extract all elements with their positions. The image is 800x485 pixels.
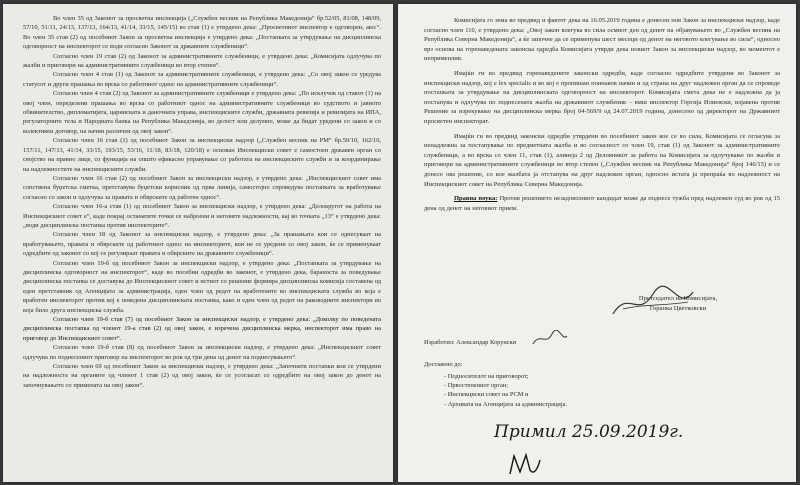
handwritten-initials [504, 450, 544, 480]
right-page-body [424, 16, 780, 213]
left-page-body [23, 14, 381, 390]
paragraph: Во член 35 од Законот за просветна инспекција („Службен весник на Република Македонија“ бр.52/05, 81/08, 148/09, 57/10, 51/11, 24/13, 137/13, 164/13, 41/14, 33/15, 145/15) во став (1) е утврдено дека: „Просветниот инспектор е одговорен, ако:“. Во член 35 став (2) од посебниот Закон за просветна инспекција е утврдено дека: „Постапката за утврдување на дисциплинска одговорност на инспекторот се води согласно Законот за државните службеници“. [23, 15, 381, 51]
president-name: Горанка Цветковски [649, 304, 707, 312]
legal-remedy-label: Правна поука: [454, 195, 498, 203]
legal-remedy [424, 194, 780, 213]
delivered-to-list [444, 372, 567, 409]
prepared-by: Изработил: Александар Корунски [424, 339, 517, 346]
document-page-right [398, 4, 796, 482]
president-title: Претседател на Комисијата, [638, 295, 718, 302]
paragraph: Согласно член 16-а став (1) од посебниот Закон за инспекциски надзор, е утврдено дека: „Делокругот на работа на Инспекцискиот совет е“, каде покрај останатите точки се наброени и неговите надлежности, кај во точката „13“ е утврдено дека: „води дисциплинска постапка против инспекторите“. [23, 203, 381, 229]
delivered-to-label: Доставено до: [424, 361, 463, 368]
paragraph: Комисијата го зема во предвид и фактот дека на 16.05.2019 година е донесен нов Закон за инспекциски надзор, каде согласно член 110, е утврдено дека: „Овој закон влегува во сила осмиот ден од денот на објавувањето во „Службен весник на Република Северна Македонија“, а ќе започне да се применува шест месеци од денот на неговото влегување во сила“, односно врз основа на горенаведената законска одредба Комисијата утврди дека новиот Закон за инспекциски надзор, во моментот е неприменлив. [424, 17, 780, 63]
list-item: - Архивата на Агенцијата за администрација. [444, 400, 568, 408]
president-signature-scribble [608, 284, 698, 324]
paragraph: Согласно член 16 став (2) од посебниот Закон за инспекциски надзор, е утврдено дека: „Инспекцискиот совет има сопствена буџетска сметка, претставува буџетски корисник од прва линија, самостојно спроведува постапката за вработување согласно со закон и одлучува за правата и обврските од работен однос“. [23, 174, 381, 201]
paragraph: Согласно член 69 од посебниот Закон за инспекциски надзор, е утврдено дека: „Започнати постапки кои се утврдени на надлежноста на органите од членот 1 став (2) од овој закон, ќе се усогласат со одредбите на овој закон до денот на започнувањето со примената на овој закон“. [23, 363, 381, 389]
document-page-left [3, 4, 393, 482]
paragraph: Имајќи ги во предвид горенаведените законски одредби, каде согласно одредбите утврдени во Законот за инспекциски надзор, кој е lex specialis и во кој е пропишан поинаков начин и од страна на друг надлежен орган да се спроведе постапката за утврдување на дисциплинската одговорност на инспекторот. Комисијата смета дека не е надлежна да ја постапува и одлучува по поднесената жалба на државниот службеник – вмш инспектор Горгија Илиевски, изјавена против Решение за изрекување на дисциплинска мерка број 04-569/9 од 24.07.2019 година, донесено од директорот на Државниот просветен инспекторат. [424, 69, 780, 125]
legal-remedy-text: Против решението незадоволниот кандидат може да поднесе тужба пред надлежен суд во рок од 15 дена од денот на неговиот прием. [424, 195, 781, 212]
paragraph: Согласно член 19 став (2) од Законот за административните службеници, е утврдено дека: „Комисијата одлучува по жалби и приговори на административните службеници во втор степен“. [23, 52, 381, 70]
paragraph: Согласно член 16 став (1) од посебниот Закон за инспекциски надзор („Службен весник на РМ“ бр.50/10, 162/10, 157/11, 147/13, 41/14, 33/15, 193/15, 53/16, 11/18, 83/18, 120/18) е основан Инспекциски совет е самостоен државен орган со својство на правно лице, со функција на општо ефикасно управување со работата на инспекциските служби и за координирање на надлежностите на инспекциските служби. [23, 137, 381, 173]
paragraph: Согласно член 18 од Законот за инспекциски надзор, е утврдено дека: „За прашањата кои се однесуваат на вработувањето, правата и обврските од работниот однос на инспекторите, кои не се уредени со овој закон, ќе се применуваат одредбите од законот со кој се регулираат правата и обврските на државните службеници“. [23, 231, 381, 258]
paragraph: Согласно член 4 став (1) од Законот за административните службеници, е утврдено дека: „Со овој закон се уредува статусот и други прашања во врска со работниот однос на административните службеници“. [23, 71, 381, 88]
list-item: - Првостепениот орган; [444, 382, 508, 390]
paragraph: Имајќи ги во предвид законски одредби утврдени во посебниот закон кое се во сила, Комисијата се огласува за ненадлежна за постапување по предметната жалба и во согласност со член 19, став (1) од Законот за административните службеници, а во врска со член 11, став (1), алинеја 2 од Деловникот за работа на Комисијата за одлучување по жалби и приговори на административните службеници во втор степен („Службен весник на Република Македонија“ број 146/15) и се донесе ова решение, со кое жалбата ја отстапува на друг надлежен орган, односно истата ја препраќа во надлежност на Инспекцискиот совет на Република Северна Македонија. [424, 132, 780, 188]
paragraph: Согласно член 19-б став (7) од посебниот Закон за инспекциски надзор, е утврдено дека: „Доколку по поведената дисциплинска постапка од членот 19-а став (2) од овој закон, е изречена дисциплинска мерка, инспекторот има право на приговор до Инспекцискиот совет“. [23, 316, 381, 342]
prepared-by-initials [530, 330, 570, 348]
list-item: - Подносителот на приговорот; [444, 373, 529, 380]
paragraph: Согласно член 19-б став (8) од посебниот Закон за инспекциски надзор, е утврдено дека: „Инспекцискиот совет одлучува по поднесениот приговор на инспекторот во рок од три дена од денот на поднесувањето“. [23, 344, 381, 361]
handwritten-received-note: Примил 25.09.2019г. [494, 422, 684, 442]
list-item: - Инспекциски совет на РСМ и [444, 391, 529, 399]
paragraph: Согласно член 19-б од посебниот Закон за инспекциски надзор, е утврдено дека: „Постапката за утврдување на дисциплинска одговорност на инспекторот“, каде во посебни одредби во законот, е утврдено дека, бараноста за поведување дисциплинска постапка се доставува до Инспекцискиот совет и истиот со решение формира дисциплинска комисија составена од еден претставник од Агенцијата за администрација, еден член од редот на вработените во инспекциската служба во која е вработен инспекторот против кој е поведена дисциплинската постапка, како и еден член од редот на раководните инспектори во која било друга инспекциска служба. [23, 259, 381, 314]
paragraph: Согласно член 4 став (2) од Законот за административните службеници е утврдено дека: „По исклучок од ставот (1) на овој член, определени прашања во врска со работниот однос на административните службеници во судството и јавното обвинителство, дипломатијата, царинската и даночната управа, инспекциските служби, државната ревизија и ревизијата на ИПА, регулаторните тела и Народната банка на Република Македонија, во делост или делумно, може да бидат уредени со закон и со колективен договор, на начин различен од овој закон“. [23, 90, 381, 135]
